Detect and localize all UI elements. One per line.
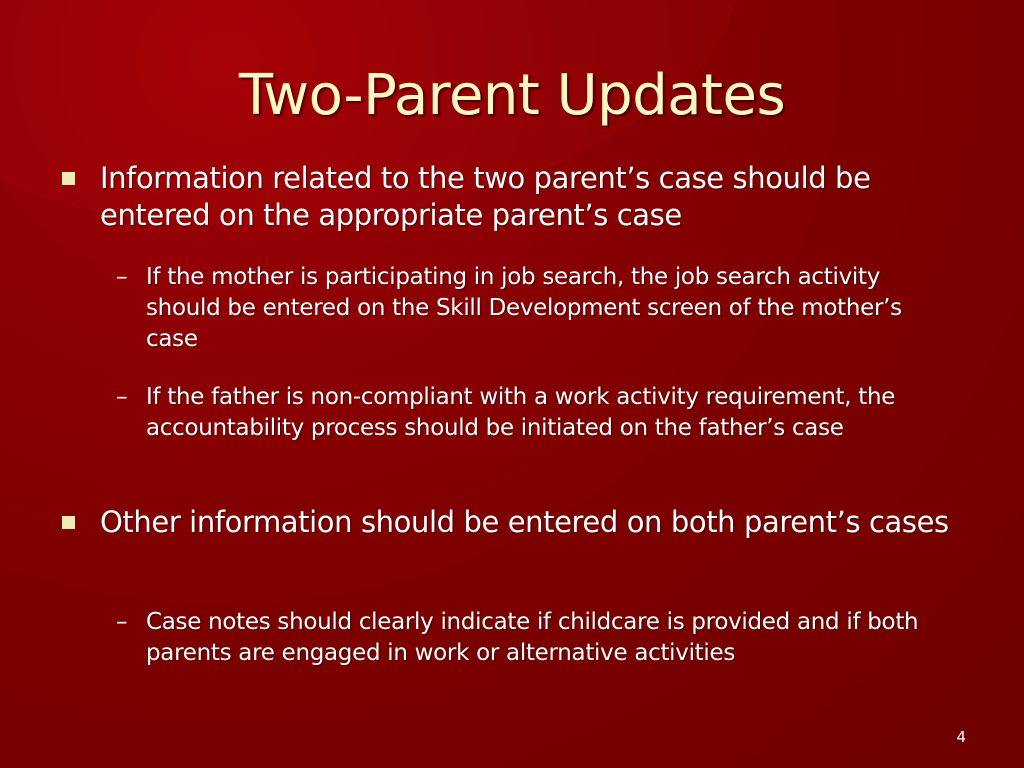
bullet-text: Information related to the two parent’s case should be entered on the appropriate parent’s case [100,161,871,232]
sub-bullet-text: If the mother is participating in job search, the job search activity should be entered on the Skill Development screen of the mother’s case [146,264,902,352]
sub-bullet-text: Case notes should clearly indicate if childcare is provided and if both parents are engaged in work or alternative activities [146,609,919,666]
dash-bullet-icon: – [116,264,128,290]
square-bullet-icon [62,516,75,529]
slide-title: Two-Parent Updates [238,63,786,128]
dash-bullet-icon: – [116,384,128,410]
bullet-text: Other information should be entered on both parent’s cases [100,505,949,539]
page-number: 4 [956,728,966,746]
square-bullet-icon [62,172,75,185]
sub-bullet-text: If the father is non-compliant with a work activity requirement, the accountability process should be initiated on the father’s case [146,384,896,441]
dash-bullet-icon: – [116,609,128,635]
